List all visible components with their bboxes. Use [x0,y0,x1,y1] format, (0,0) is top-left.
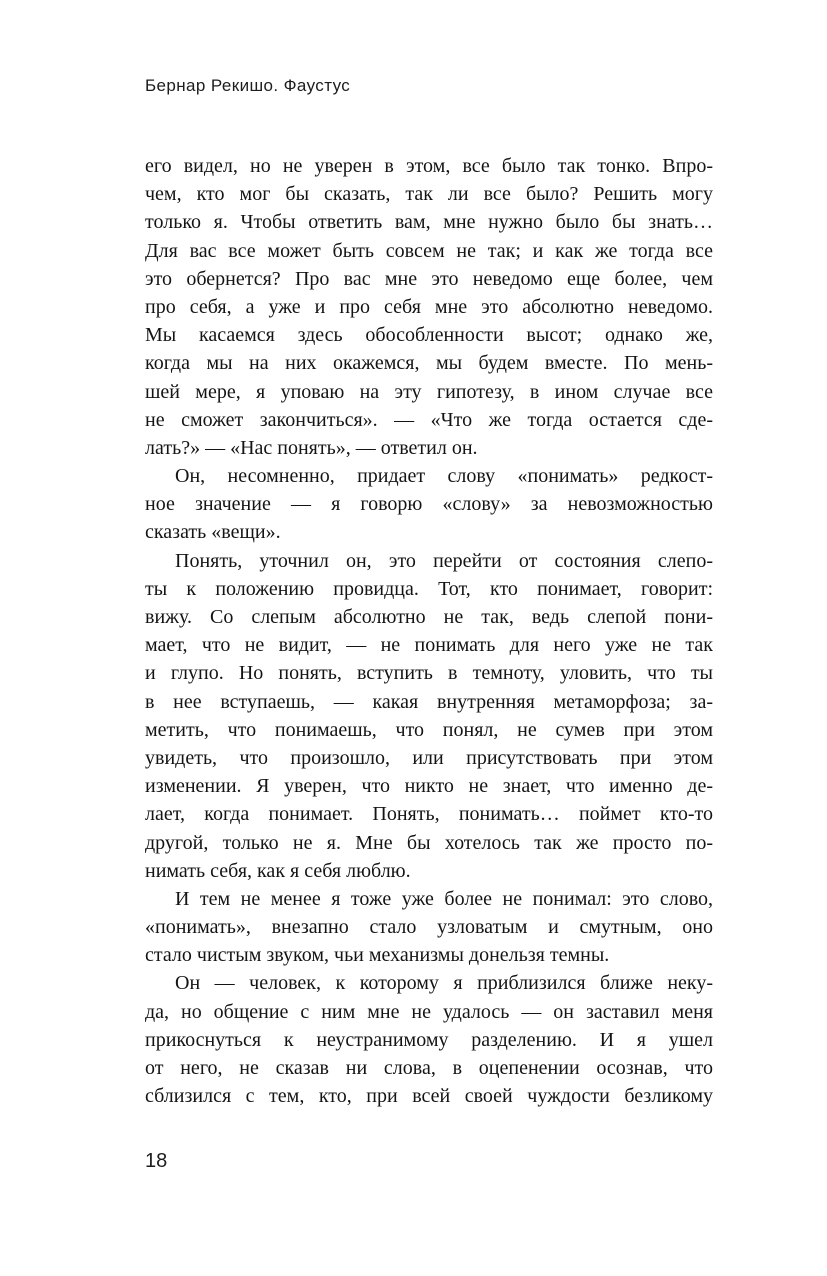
paragraph [145,462,713,547]
text-line: в нее вступаешь, — какая внутренняя метаморфоза; за- [145,690,713,713]
text-line: шей мере, я уповаю на эту гипотезу, в ином случае все [145,380,713,403]
text-line: про себя, а уже и про себя мне это абсолютно неведомо. [145,295,713,318]
text-line: увидеть, что произошло, или присутствовать при этом [145,746,713,769]
text-line: мает, что не видит, — не понимать для него уже не так [145,634,713,657]
text-line: и глупо. Но понять, вступить в темноту, уловить, что ты [145,662,713,685]
text-line: когда мы на них окажемся, мы будем вместе. По мень- [145,352,713,375]
text-line: «понимать», внезапно стало узловатым и смутным, оно [145,916,713,939]
text-line: чем, кто мог бы сказать, так ли все было? Решить могу [145,183,713,206]
text-line: Мы касаемся здесь обособленности высот; однако же, [145,324,713,347]
text-line: прикоснуться к неустранимому разделению. И я ушел [145,1028,713,1051]
text-line: Для вас все может быть совсем не так; и как же тогда все [145,239,713,262]
running-header: Бернар Рекишо. Фаустус [145,76,351,95]
paragraph [145,885,713,970]
text-line: другой, только не я. Мне бы хотелось так же просто по- [145,831,713,854]
text-line: вижу. Со слепым абсолютно не так, ведь слепой пони- [145,606,713,628]
text-line: И тем не менее я тоже уже более не понимал: это слово, [175,887,713,910]
text-line: не сможет закончиться». — «Что же тогда остается сде- [145,408,713,431]
paragraph [145,152,713,462]
text-line: Он — человек, к которому я приблизился ближе неку- [175,972,713,995]
text-line: сблизился с тем, кто, при всей своей чуждости безликому [145,1085,713,1108]
paragraph [145,547,713,885]
text-line: метить, что понимаешь, что понял, не сумев при этом [145,718,713,741]
text-line: ты к положению провидца. Тот, кто понимает, говорит: [145,577,713,600]
body-text [145,152,713,1110]
text-line: Он, несомненно, придает слову «понимать» редкост- [175,465,713,488]
page-number: 18 [145,1150,168,1172]
text-line: это обернется? Про вас мне это неведомо еще более, чем [145,267,713,290]
text-line: ное значение — я говорю «слову» за невозможностью [145,493,713,516]
text-line: нимать себя, как я себя люблю. [145,859,411,882]
text-line: от него, не сказав ни слова, в оцепенении осознав, что [145,1057,713,1079]
text-line: Понять, уточнил он, это перейти от состояния слепо- [175,549,713,572]
text-line: да, но общение с ним мне не удалось — он заставил меня [145,1000,713,1023]
text-line: стало чистым звуком, чьи механизмы донельзя темны. [145,944,610,967]
paragraph [145,969,713,1110]
text-line: изменении. Я уверен, что никто не знает, что именно де- [145,775,713,798]
text-line: лать?» — «Нас понять», — ответил он. [145,436,478,459]
text-line: только я. Чтобы ответить вам, мне нужно было бы знать… [145,211,713,234]
text-line: сказать «вещи». [145,521,281,544]
text-line: его видел, но не уверен в этом, все было так тонко. Впро- [145,155,713,177]
text-line: лает, когда понимает. Понять, понимать… поймет кто-то [145,803,713,826]
